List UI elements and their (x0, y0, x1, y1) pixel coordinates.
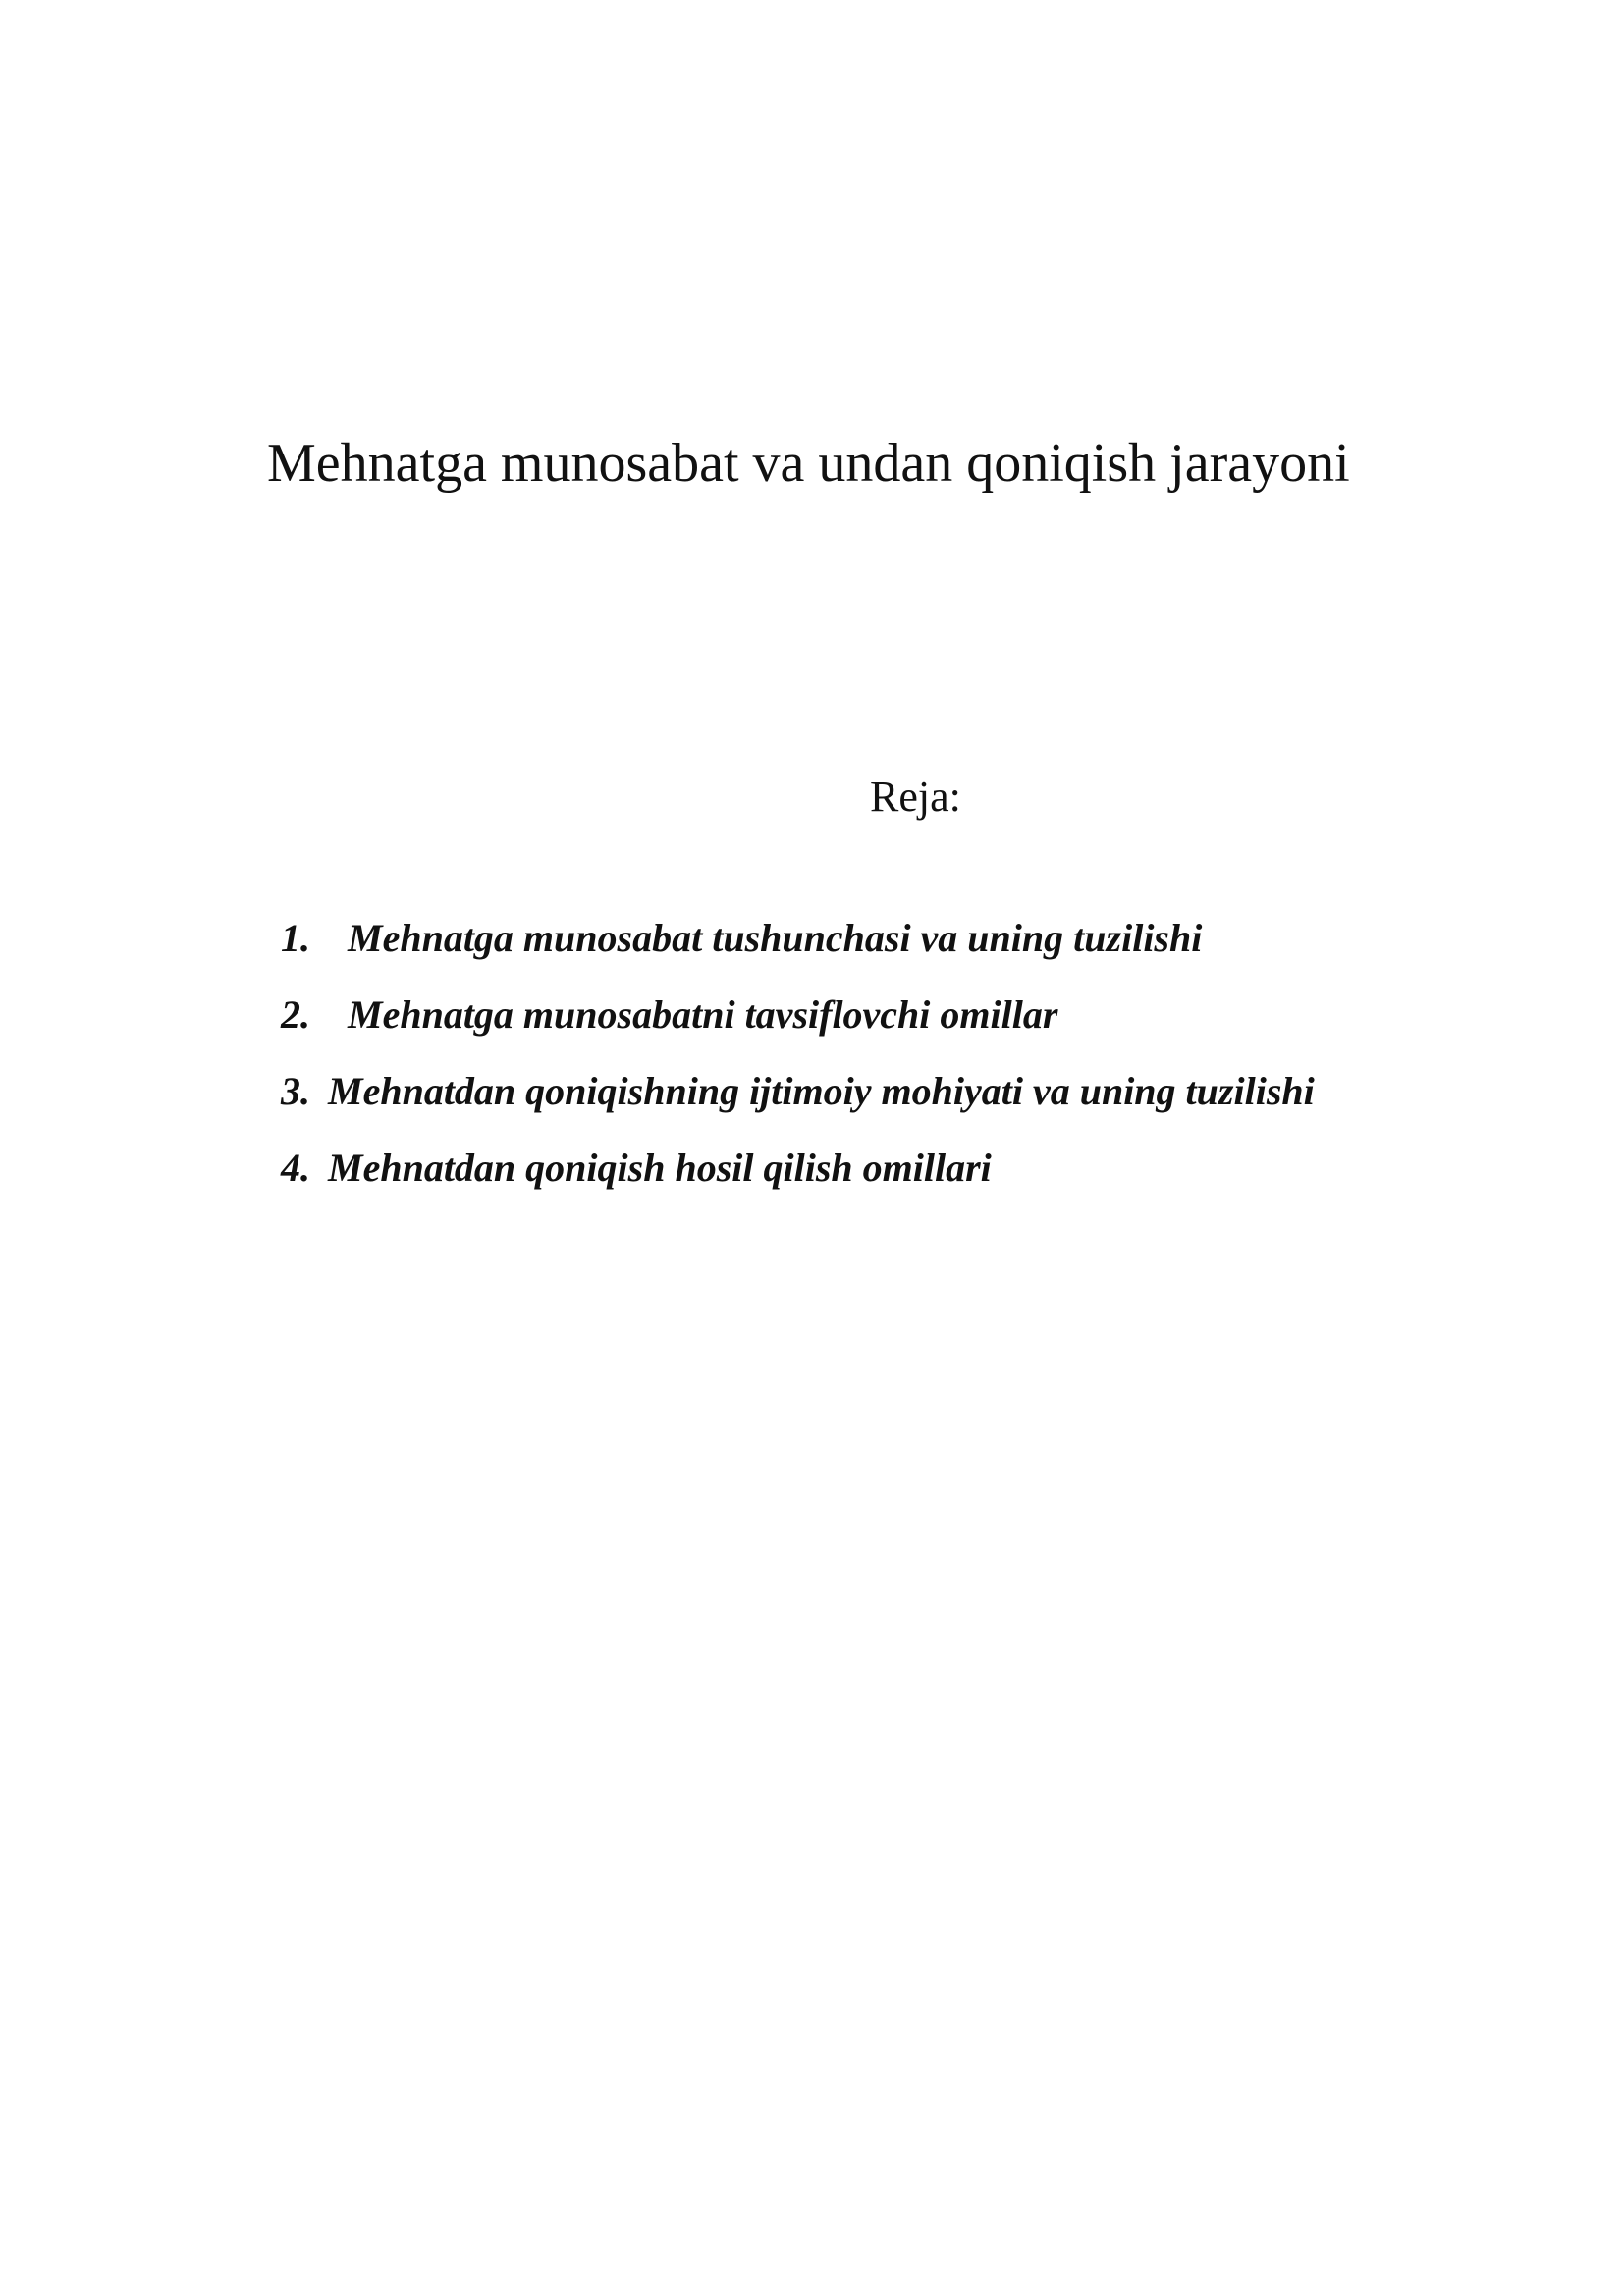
plan-item (281, 1143, 1315, 1219)
plan-item-number: 1. (281, 916, 310, 960)
plan-list (281, 913, 1315, 1219)
plan-item (281, 989, 1315, 1066)
plan-item-text: Mehnatdan qoniqishning ijtimoiy mohiyati va uning tuzilishi (328, 1069, 1315, 1113)
document-title: Mehnatga munosabat va undan qoniqish jarayoni (267, 433, 1350, 494)
plan-item-number: 2. (281, 992, 310, 1037)
plan-item-number: 4. (281, 1146, 310, 1190)
plan-item (281, 913, 1315, 989)
plan-item (281, 1066, 1315, 1143)
plan-item-text: Mehnatga munosabatni tavsiflovchi omillar (348, 992, 1058, 1037)
plan-item-number: 3. (281, 1069, 310, 1113)
plan-item-text: Mehnatdan qoniqish hosil qilish omillari (328, 1146, 992, 1190)
plan-item-text: Mehnatga munosabat tushunchasi va uning tuzilishi (348, 916, 1203, 960)
plan-heading: Reja: (870, 773, 961, 821)
